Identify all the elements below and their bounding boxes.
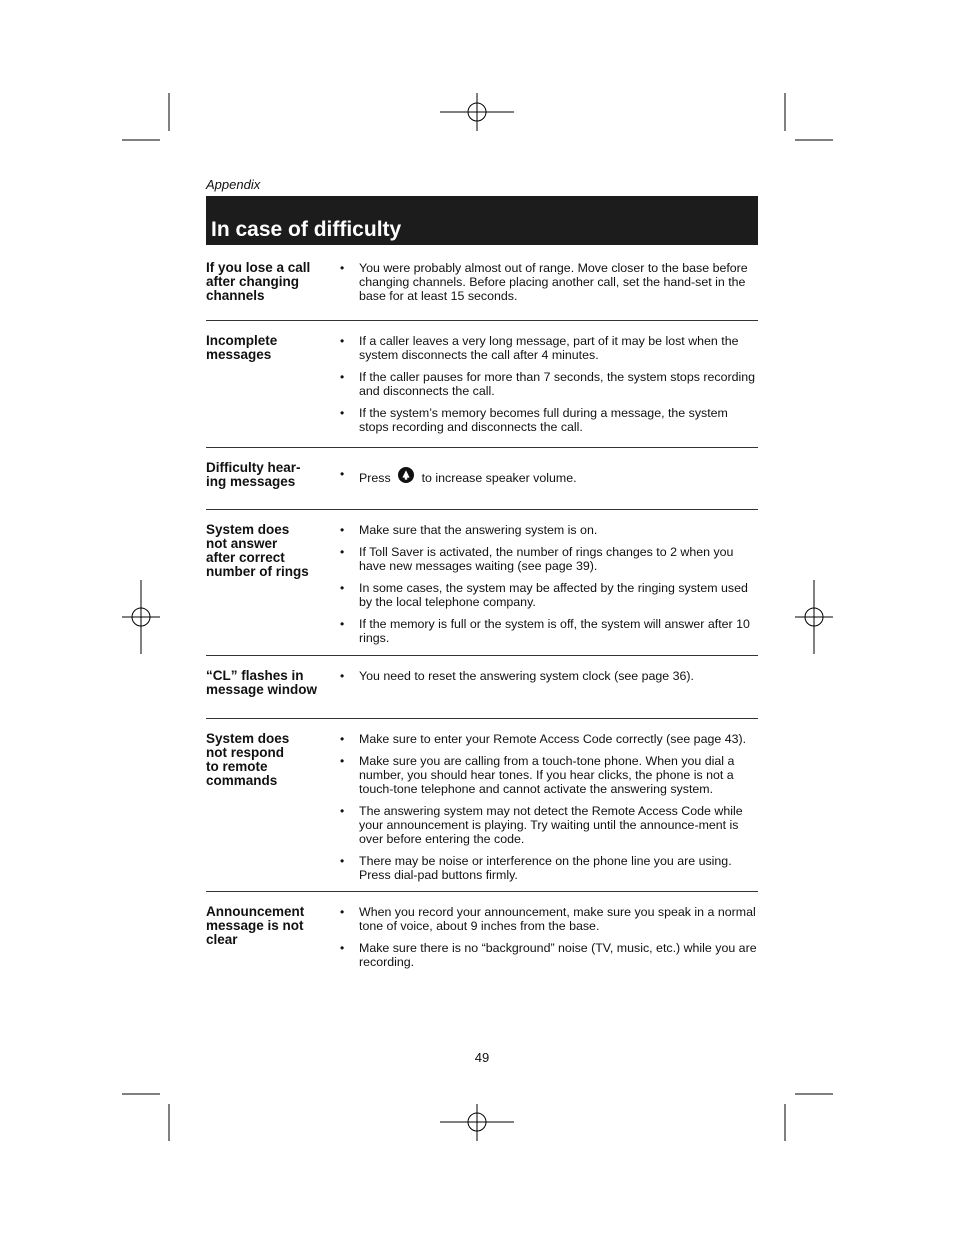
title-bar xyxy=(206,196,758,245)
solution-item: • If the memory is full or the system is off, the system will answer after 10 rings. xyxy=(336,617,758,645)
solution-list xyxy=(330,905,758,977)
solution-list xyxy=(330,461,758,493)
troubleshooting-row xyxy=(206,261,758,311)
solution-item: • You need to reset the answering system clock (see page 36). xyxy=(336,669,758,683)
registration-target-left xyxy=(122,580,160,654)
solution-item xyxy=(336,467,758,485)
troubleshooting-row xyxy=(206,320,758,442)
troubleshooting-row xyxy=(206,509,758,653)
problem-heading: System does not respond to remote commands xyxy=(206,731,290,788)
section-label: Appendix xyxy=(206,177,261,192)
solution-item: • You were probably almost out of range. Move closer to the base before changing channels. Before placing another call, set the hand-set in the base for at least 15 seconds. xyxy=(336,261,758,303)
troubleshooting-row xyxy=(206,447,758,493)
problem-heading: Incomplete messages xyxy=(206,333,278,362)
solution-list xyxy=(330,669,758,697)
solution-item: • In some cases, the system may be affected by the ringing system used by the local telephone company. xyxy=(336,581,758,609)
solution-item: • Make sure to enter your Remote Access Code correctly (see page 43). xyxy=(336,732,758,746)
solution-item: • Make sure you are calling from a touch-tone phone. When you dial a number, you should hear tones. If you hear clicks, the phone is not a touch-tone telephone and cannot activate the answering system. xyxy=(336,754,758,796)
solution-list xyxy=(330,261,758,311)
problem-heading: Difficulty hear- ing messages xyxy=(206,460,301,489)
solution-item: • Make sure that the answering system is on. xyxy=(336,523,758,537)
page-number: 49 xyxy=(474,1050,490,1065)
troubleshooting-row xyxy=(206,718,758,890)
registration-target-right xyxy=(795,580,833,654)
solution-item: • The answering system may not detect the Remote Access Code while your announcement is playing. Try waiting until the announce-ment is over before entering the code. xyxy=(336,804,758,846)
problem-heading: “CL” flashes in message window xyxy=(206,668,318,697)
solution-list xyxy=(330,334,758,442)
problem-heading: If you lose a call after changing channels xyxy=(206,260,311,303)
registration-target-top xyxy=(440,93,514,131)
solution-item: • When you record your announcement, make sure you speak in a normal tone of voice, about 9 inches from the base. xyxy=(336,905,758,933)
problem-heading: System does not answer after correct number of rings xyxy=(206,522,309,579)
solution-list xyxy=(330,523,758,653)
solution-list xyxy=(330,732,758,890)
solution-item: • If Toll Saver is activated, the number of rings changes to 2 when you have new messages waiting (see page 39). xyxy=(336,545,758,573)
solution-item: • There may be noise or interference on the phone line you are using. Press dial-pad buttons firmly. xyxy=(336,854,758,882)
troubleshooting-row xyxy=(206,655,758,697)
solution-item: • If a caller leaves a very long message, part of it may be lost when the system disconnects the call after 4 minutes. xyxy=(336,334,758,362)
volume-up-icon xyxy=(398,467,414,483)
solution-item: • If the system’s memory becomes full during a message, the system stops recording and disconnects the call. xyxy=(336,406,758,434)
troubleshooting-row xyxy=(206,891,758,977)
solution-item: • If the caller pauses for more than 7 seconds, the system stops recording and disconnects the call. xyxy=(336,370,758,398)
registration-target-bottom xyxy=(440,1104,514,1141)
solution-item: • Make sure there is no “background” noise (TV, music, etc.) while you are recording. xyxy=(336,941,758,969)
solution-text-before-icon: Press xyxy=(359,471,391,485)
page-title: In case of difficulty xyxy=(211,218,402,241)
problem-heading: Announcement message is not clear xyxy=(206,904,305,947)
solution-text-after-icon: to increase speaker volume. xyxy=(421,471,577,485)
